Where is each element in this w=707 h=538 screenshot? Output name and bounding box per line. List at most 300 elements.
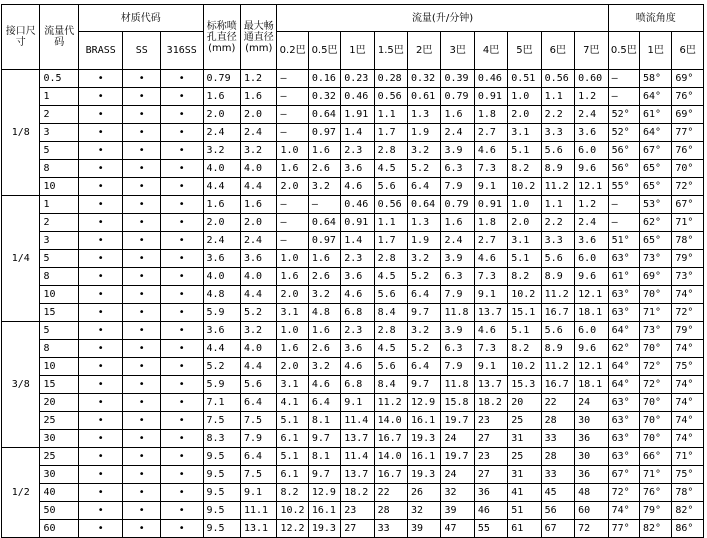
material-availability-dot: •: [78, 268, 123, 286]
flow-rate-cell: 1.4: [341, 124, 374, 142]
flow-rate-cell: 5.1: [508, 322, 541, 340]
spray-angle-cell: 64°: [608, 358, 639, 376]
flow-rate-cell: 39: [441, 502, 474, 520]
angle-pressure-header: 6巴: [672, 32, 704, 70]
pressure-header: 3巴: [441, 32, 474, 70]
flow-rate-header: 流量(升/分钟): [277, 5, 608, 32]
flow-rate-cell: 45: [541, 484, 574, 502]
flow-rate-cell: 24: [575, 394, 609, 412]
flow-rate-cell: 24: [441, 466, 474, 484]
flow-rate-cell: 41: [508, 484, 541, 502]
material-availability-dot: •: [123, 394, 160, 412]
flow-rate-cell: 5.1: [508, 250, 541, 268]
spray-angle-cell: —: [608, 88, 639, 106]
flow-rate-cell: 9.6: [575, 160, 609, 178]
nominal-orifice-cell: 4.4: [203, 340, 240, 358]
spray-angle-cell: 71°: [640, 466, 672, 484]
flow-rate-cell: 16.1: [408, 448, 441, 466]
table-row: [2, 322, 704, 340]
flow-rate-cell: 20: [508, 394, 541, 412]
flow-rate-cell: 31: [508, 466, 541, 484]
flow-code-cell: 1: [40, 196, 78, 214]
flow-rate-cell: 27: [474, 430, 507, 448]
flow-rate-cell: 2.0: [508, 106, 541, 124]
flow-rate-cell: 1.1: [541, 88, 574, 106]
spray-angle-cell: 72°: [608, 484, 639, 502]
flow-rate-cell: 0.56: [374, 88, 407, 106]
flow-rate-cell: 11.2: [541, 178, 574, 196]
flow-rate-cell: 6.4: [408, 286, 441, 304]
flow-rate-cell: 7.3: [474, 340, 507, 358]
material-availability-dot: •: [123, 358, 160, 376]
material-availability-dot: •: [160, 286, 203, 304]
material-availability-dot: •: [123, 160, 160, 178]
table-row: [2, 196, 704, 214]
flow-rate-cell: 16.7: [374, 430, 407, 448]
material-availability-dot: •: [78, 484, 123, 502]
flow-rate-cell: 11.2: [541, 358, 574, 376]
flow-rate-cell: 4.5: [374, 268, 407, 286]
flow-code-cell: 3: [40, 232, 78, 250]
material-availability-dot: •: [123, 142, 160, 160]
flow-rate-cell: 10.2: [277, 502, 308, 520]
material-availability-dot: •: [123, 178, 160, 196]
table-row: [2, 394, 704, 412]
flow-rate-cell: 47: [441, 520, 474, 538]
table-row: [2, 124, 704, 142]
flow-rate-cell: 2.6: [308, 268, 340, 286]
flow-code-cell: 50: [40, 502, 78, 520]
flow-rate-cell: 1.1: [374, 214, 407, 232]
flow-rate-cell: 25: [508, 412, 541, 430]
flow-rate-cell: 1.4: [341, 232, 374, 250]
spray-angle-cell: 65°: [640, 232, 672, 250]
flow-rate-cell: 2.6: [308, 160, 340, 178]
flow-rate-cell: 33: [541, 466, 574, 484]
material-ss-header: SS: [123, 32, 160, 70]
pressure-header: 0.2巴: [277, 32, 308, 70]
flow-rate-cell: 3.3: [541, 232, 574, 250]
material-availability-dot: •: [160, 70, 203, 88]
pressure-header: 5巴: [508, 32, 541, 70]
flow-rate-cell: 28: [541, 412, 574, 430]
flow-rate-cell: 9.1: [474, 358, 507, 376]
flow-rate-cell: 8.1: [308, 412, 340, 430]
spray-angle-cell: 52°: [608, 124, 639, 142]
material-availability-dot: •: [160, 106, 203, 124]
flow-rate-cell: 9.1: [474, 286, 507, 304]
flow-rate-cell: 33: [374, 520, 407, 538]
flow-rate-cell: 3.9: [441, 142, 474, 160]
material-availability-dot: •: [160, 448, 203, 466]
port-size-cell: 1/4: [2, 196, 40, 322]
spray-angle-cell: 69°: [672, 70, 704, 88]
material-availability-dot: •: [160, 412, 203, 430]
spray-angle-cell: 71°: [672, 448, 704, 466]
flow-rate-cell: 0.91: [341, 214, 374, 232]
flow-code-cell: 1: [40, 88, 78, 106]
nominal-orifice-cell: 7.1: [203, 394, 240, 412]
flow-rate-cell: 7.9: [441, 286, 474, 304]
flow-rate-cell: 6.8: [341, 304, 374, 322]
flow-code-cell: 5: [40, 250, 78, 268]
table-row: [2, 412, 704, 430]
flow-rate-cell: 28: [541, 448, 574, 466]
flow-rate-cell: 3.2: [408, 322, 441, 340]
flow-code-cell: 15: [40, 376, 78, 394]
flow-rate-cell: 1.9: [408, 232, 441, 250]
flow-rate-cell: 0.64: [308, 214, 340, 232]
flow-rate-cell: 28: [374, 502, 407, 520]
max-passage-cell: 1.6: [240, 196, 276, 214]
flow-rate-cell: 9.6: [575, 268, 609, 286]
flow-rate-cell: 6.0: [575, 322, 609, 340]
flow-rate-cell: 2.4: [441, 232, 474, 250]
flow-rate-cell: 19.3: [408, 466, 441, 484]
max-passage-cell: 4.0: [240, 340, 276, 358]
flow-rate-cell: 12.2: [277, 520, 308, 538]
flow-rate-cell: 15.8: [441, 394, 474, 412]
max-passage-cell: 4.4: [240, 358, 276, 376]
flow-rate-cell: 1.1: [374, 106, 407, 124]
material-availability-dot: •: [78, 358, 123, 376]
flow-code-cell: 10: [40, 358, 78, 376]
flow-rate-cell: 4.5: [374, 340, 407, 358]
material-availability-dot: •: [78, 340, 123, 358]
spray-angle-cell: 65°: [640, 160, 672, 178]
spray-angle-cell: 64°: [640, 88, 672, 106]
spray-angle-cell: 77°: [672, 124, 704, 142]
flow-rate-cell: 11.8: [441, 304, 474, 322]
flow-rate-cell: 1.0: [277, 250, 308, 268]
pressure-header: 1巴: [341, 32, 374, 70]
material-availability-dot: •: [78, 412, 123, 430]
material-availability-dot: •: [123, 520, 160, 538]
nominal-orifice-cell: 2.0: [203, 214, 240, 232]
nominal-orifice-cell: 9.5: [203, 520, 240, 538]
flow-rate-cell: 25: [508, 448, 541, 466]
max-passage-cell: 6.4: [240, 448, 276, 466]
flow-code-cell: 15: [40, 304, 78, 322]
nominal-orifice-cell: 2.4: [203, 232, 240, 250]
flow-code-cell: 8: [40, 268, 78, 286]
material-availability-dot: •: [123, 124, 160, 142]
flow-rate-cell: 3.6: [341, 268, 374, 286]
flow-rate-cell: 0.61: [408, 88, 441, 106]
material-availability-dot: •: [78, 88, 123, 106]
material-availability-dot: •: [123, 376, 160, 394]
table-row: [2, 466, 704, 484]
flow-rate-cell: 6.4: [408, 358, 441, 376]
flow-code-cell: 10: [40, 178, 78, 196]
flow-rate-cell: 23: [474, 448, 507, 466]
flow-rate-cell: 0.16: [308, 70, 340, 88]
flow-rate-cell: 3.6: [341, 160, 374, 178]
flow-rate-cell: 3.1: [277, 304, 308, 322]
spray-angle-cell: 56°: [608, 142, 639, 160]
spray-angle-cell: 67°: [608, 466, 639, 484]
flow-rate-cell: 0.46: [474, 70, 507, 88]
table-row: [2, 160, 704, 178]
material-availability-dot: •: [123, 412, 160, 430]
flow-rate-cell: 0.46: [341, 88, 374, 106]
flow-rate-cell: 2.3: [341, 250, 374, 268]
spray-angle-cell: 64°: [608, 322, 639, 340]
flow-rate-cell: 14.0: [374, 412, 407, 430]
flow-rate-cell: 0.97: [308, 232, 340, 250]
flow-rate-cell: 10.2: [508, 178, 541, 196]
material-availability-dot: •: [78, 142, 123, 160]
max-passage-cell: 6.4: [240, 394, 276, 412]
flow-code-cell: 5: [40, 142, 78, 160]
flow-rate-cell: 8.9: [541, 160, 574, 178]
material-availability-dot: •: [123, 340, 160, 358]
material-availability-dot: •: [78, 106, 123, 124]
spray-angle-cell: 63°: [608, 448, 639, 466]
spray-angle-cell: 74°: [672, 376, 704, 394]
material-availability-dot: •: [123, 106, 160, 124]
table-row: [2, 178, 704, 196]
flow-rate-cell: 3.6: [341, 340, 374, 358]
flow-rate-cell: 72: [575, 520, 609, 538]
flow-rate-cell: 14.0: [374, 448, 407, 466]
flow-rate-cell: 9.7: [408, 376, 441, 394]
port-size-cell: 1/2: [2, 448, 40, 538]
flow-rate-cell: —: [277, 88, 308, 106]
flow-rate-cell: 56: [541, 502, 574, 520]
flow-rate-cell: 4.6: [474, 250, 507, 268]
spray-angle-cell: 70°: [640, 412, 672, 430]
nominal-orifice-cell: 4.0: [203, 160, 240, 178]
material-availability-dot: •: [78, 376, 123, 394]
port-size-header: 接口尺寸: [2, 5, 40, 70]
max-passage-cell: 2.0: [240, 106, 276, 124]
flow-rate-cell: 5.6: [541, 250, 574, 268]
flow-rate-cell: 8.2: [508, 160, 541, 178]
spray-angle-cell: 74°: [672, 430, 704, 448]
flow-rate-cell: 1.9: [408, 124, 441, 142]
flow-rate-cell: 4.6: [341, 286, 374, 304]
table-row: [2, 142, 704, 160]
flow-rate-cell: 3.9: [441, 322, 474, 340]
max-passage-cell: 3.2: [240, 142, 276, 160]
material-availability-dot: •: [123, 502, 160, 520]
material-availability-dot: •: [123, 286, 160, 304]
material-availability-dot: •: [160, 142, 203, 160]
flow-rate-cell: 11.4: [341, 412, 374, 430]
flow-rate-cell: 13.7: [474, 376, 507, 394]
flow-rate-cell: 8.1: [308, 448, 340, 466]
spray-angle-cell: 72°: [672, 178, 704, 196]
material-availability-dot: •: [123, 88, 160, 106]
table-row: [2, 304, 704, 322]
flow-rate-cell: 3.1: [508, 124, 541, 142]
flow-rate-cell: 12.1: [575, 286, 609, 304]
flow-rate-cell: 0.23: [341, 70, 374, 88]
material-availability-dot: •: [78, 520, 123, 538]
flow-rate-cell: 7.9: [441, 178, 474, 196]
table-row: [2, 88, 704, 106]
nominal-orifice-cell: 2.0: [203, 106, 240, 124]
table-body: [2, 70, 704, 538]
max-passage-cell: 4.4: [240, 178, 276, 196]
flow-rate-cell: 5.2: [408, 160, 441, 178]
flow-rate-cell: 2.2: [541, 214, 574, 232]
nominal-orifice-cell: 1.6: [203, 196, 240, 214]
flow-rate-cell: 7.3: [474, 160, 507, 178]
material-availability-dot: •: [160, 178, 203, 196]
flow-rate-cell: —: [277, 70, 308, 88]
flow-rate-cell: 2.0: [277, 286, 308, 304]
flow-rate-cell: 18.2: [474, 394, 507, 412]
material-availability-dot: •: [123, 322, 160, 340]
material-availability-dot: •: [123, 214, 160, 232]
flow-rate-cell: 0.79: [441, 88, 474, 106]
flow-rate-cell: 2.4: [441, 124, 474, 142]
flow-rate-cell: 9.7: [308, 466, 340, 484]
flow-rate-cell: 1.8: [474, 106, 507, 124]
flow-rate-cell: 4.6: [341, 178, 374, 196]
nominal-orifice-cell: 3.6: [203, 250, 240, 268]
flow-rate-cell: 16.7: [541, 304, 574, 322]
spray-angle-cell: 86°: [672, 520, 704, 538]
flow-rate-cell: 1.6: [441, 214, 474, 232]
flow-code-cell: 3: [40, 124, 78, 142]
table-row: [2, 268, 704, 286]
flow-rate-cell: 4.6: [308, 376, 340, 394]
spray-angle-cell: 77°: [608, 520, 639, 538]
flow-rate-cell: 0.32: [408, 70, 441, 88]
flow-rate-cell: 2.7: [474, 232, 507, 250]
flow-rate-cell: 12.1: [575, 358, 609, 376]
flow-rate-cell: 2.2: [541, 106, 574, 124]
spray-angle-cell: 76°: [672, 142, 704, 160]
material-availability-dot: •: [160, 160, 203, 178]
flow-rate-cell: 8.9: [541, 340, 574, 358]
angle-pressure-header: 1巴: [640, 32, 672, 70]
table-row: [2, 358, 704, 376]
spray-angle-cell: 64°: [640, 124, 672, 142]
table-row: [2, 448, 704, 466]
flow-rate-cell: 3.2: [308, 358, 340, 376]
table-row: [2, 502, 704, 520]
flow-rate-cell: 11.2: [374, 394, 407, 412]
flow-rate-cell: 0.64: [408, 196, 441, 214]
spray-angle-cell: 63°: [608, 304, 639, 322]
flow-rate-cell: 6.1: [277, 466, 308, 484]
flow-rate-cell: 2.6: [308, 340, 340, 358]
flow-rate-cell: 0.46: [341, 196, 374, 214]
flow-rate-cell: —: [277, 124, 308, 142]
flow-rate-cell: 46: [474, 502, 507, 520]
spray-angle-cell: 79°: [672, 250, 704, 268]
spray-angle-cell: 63°: [608, 394, 639, 412]
flow-rate-cell: 0.91: [474, 88, 507, 106]
flow-rate-cell: 1.6: [308, 322, 340, 340]
max-passage-cell: 9.1: [240, 484, 276, 502]
flow-rate-cell: 19.7: [441, 412, 474, 430]
material-availability-dot: •: [160, 484, 203, 502]
material-availability-dot: •: [160, 196, 203, 214]
spray-angle-cell: 79°: [640, 502, 672, 520]
spray-angle-cell: 51°: [608, 232, 639, 250]
max-passage-cell: 4.0: [240, 268, 276, 286]
flow-rate-cell: 2.0: [277, 358, 308, 376]
material-availability-dot: •: [78, 178, 123, 196]
flow-rate-cell: 4.6: [474, 142, 507, 160]
spray-angle-cell: 56°: [608, 160, 639, 178]
flow-rate-cell: 16.1: [408, 412, 441, 430]
flow-rate-cell: 13.7: [341, 430, 374, 448]
spray-angle-cell: —: [608, 214, 639, 232]
flow-rate-cell: 5.6: [374, 358, 407, 376]
flow-rate-cell: 8.2: [277, 484, 308, 502]
flow-rate-cell: 2.8: [374, 322, 407, 340]
flow-rate-cell: 36: [474, 484, 507, 502]
flow-rate-cell: 6.3: [441, 160, 474, 178]
spray-angle-cell: 69°: [640, 268, 672, 286]
material-availability-dot: •: [78, 430, 123, 448]
flow-rate-cell: 22: [374, 484, 407, 502]
nominal-orifice-cell: 5.2: [203, 358, 240, 376]
flow-rate-cell: —: [277, 232, 308, 250]
nominal-orifice-cell: 9.5: [203, 484, 240, 502]
flow-rate-cell: 26: [408, 484, 441, 502]
max-passage-cell: 7.5: [240, 466, 276, 484]
flow-rate-cell: 16.1: [308, 502, 340, 520]
material-availability-dot: •: [78, 304, 123, 322]
flow-rate-cell: 36: [575, 466, 609, 484]
flow-rate-cell: 61: [508, 520, 541, 538]
flow-rate-cell: 16.7: [541, 376, 574, 394]
nominal-orifice-cell: 5.9: [203, 376, 240, 394]
spray-angle-cell: 69°: [672, 106, 704, 124]
nominal-orifice-cell: 7.5: [203, 412, 240, 430]
spray-angle-cell: 76°: [672, 88, 704, 106]
flow-rate-cell: 15.1: [508, 304, 541, 322]
material-code-header: 材质代码: [78, 5, 203, 32]
material-availability-dot: •: [123, 484, 160, 502]
max-passage-cell: 2.0: [240, 214, 276, 232]
flow-rate-cell: 6.0: [575, 142, 609, 160]
flow-rate-cell: 6.4: [408, 178, 441, 196]
pressure-header: 6巴: [541, 32, 574, 70]
spray-angle-cell: —: [608, 196, 639, 214]
flow-rate-cell: 2.3: [341, 322, 374, 340]
flow-code-cell: 25: [40, 448, 78, 466]
spray-angle-cell: 79°: [672, 322, 704, 340]
flow-rate-cell: 0.79: [441, 196, 474, 214]
material-availability-dot: •: [160, 340, 203, 358]
flow-rate-cell: 32: [441, 484, 474, 502]
material-availability-dot: •: [123, 70, 160, 88]
flow-rate-cell: 0.97: [308, 124, 340, 142]
flow-rate-cell: 5.1: [277, 412, 308, 430]
flow-rate-cell: 2.4: [575, 106, 609, 124]
max-passage-cell: 7.9: [240, 430, 276, 448]
flow-rate-cell: 1.7: [374, 232, 407, 250]
material-316ss-header: 316SS: [160, 32, 203, 70]
table-row: [2, 520, 704, 538]
material-availability-dot: •: [78, 466, 123, 484]
flow-rate-cell: 3.3: [541, 124, 574, 142]
material-availability-dot: •: [78, 394, 123, 412]
max-passage-cell: 5.2: [240, 304, 276, 322]
flow-rate-cell: 1.3: [408, 214, 441, 232]
flow-rate-cell: 1.91: [341, 106, 374, 124]
spray-angle-cell: 70°: [640, 394, 672, 412]
flow-rate-cell: 1.1: [541, 196, 574, 214]
